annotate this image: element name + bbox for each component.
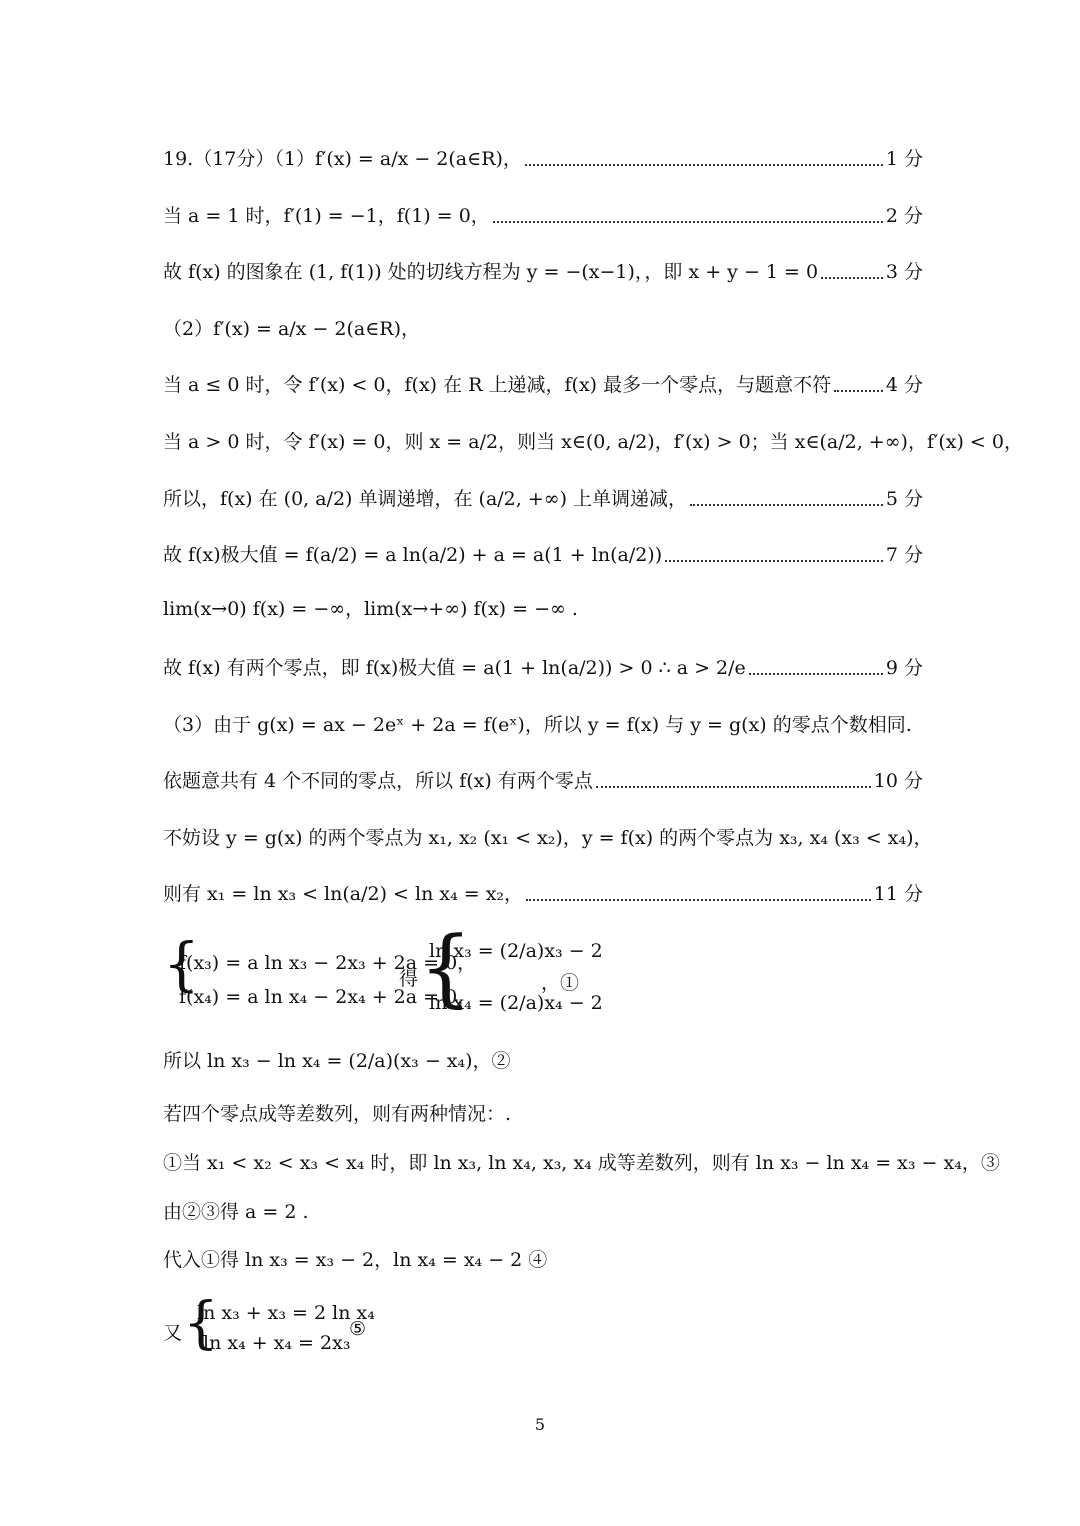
left-brace: {: [163, 930, 200, 998]
line-text: ①当 x₁ < x₂ < x₃ < x₄ 时，即 ln x₃, ln x₄, x₃, x₄ 成等差数列，则有 ln x₃ − ln x₄ = x₃ − x₄，③: [163, 1152, 1000, 1174]
solution-line-1: [163, 146, 923, 172]
leader-dots: [834, 386, 883, 392]
leader-dots: [525, 160, 883, 166]
score-label: 3 分: [885, 261, 923, 283]
line-text: 当 a > 0 时，令 f′(x) = 0，则 x = a/2，则当 x∈(0, a/2)，f′(x) > 0；当 x∈(a/2, +∞)，f′(x) < 0，: [163, 431, 1023, 453]
line-text: 故 f(x) 有两个零点，即 f(x)极大值 = a(1 + ln(a/2)) > 0 ∴ a > 2/e: [163, 657, 746, 679]
system-equation: ln x₃ = (2/a)x₃ − 2: [429, 940, 603, 962]
solution-line-17: [163, 1150, 1000, 1176]
leader-dots: [493, 217, 883, 223]
leader-dots: [690, 500, 883, 506]
system-equation: f(x₄) = a ln x₄ − 2x₄ + 2a = 0，: [179, 986, 477, 1008]
leader-dots: [665, 556, 883, 562]
leader-dots: [526, 895, 871, 901]
equation-system-1: [163, 918, 623, 1030]
line-text: 依题意共有 4 个不同的零点，所以 f(x) 有两个零点: [163, 770, 593, 792]
solution-line-8: [163, 542, 923, 568]
left-brace: {: [183, 1291, 219, 1356]
score-label: 1 分: [885, 148, 923, 170]
solution-line-2: [163, 203, 923, 229]
leader-dots: [749, 669, 883, 675]
leader-dots: [596, 782, 871, 788]
line-text: 故 f(x) 的图象在 (1, f(1)) 处的切线方程为 y = −(x−1)，，即 x + y − 1 = 0: [163, 261, 819, 283]
solution-line-19: [163, 1247, 923, 1273]
system-prefix: 又: [163, 1322, 183, 1344]
solution-line-14: [163, 881, 923, 907]
system-connector: 得: [399, 968, 419, 990]
solution-line-4: [163, 316, 923, 342]
equation-tag: ，①: [541, 972, 580, 994]
solution-line-15: [163, 1048, 923, 1074]
system-equation: ln x₄ + x₄ = 2x₃: [203, 1332, 351, 1354]
score-label: 10 分: [873, 770, 923, 792]
score-label: 5 分: [885, 488, 923, 510]
line-text: 19.（17分）（1）f′(x) = a/x − 2(a∈R)，: [163, 148, 522, 170]
solution-line-16: [163, 1101, 923, 1127]
line-text: 当 a = 1 时，f′(1) = −1，f(1) = 0，: [163, 205, 490, 227]
line-text: 不妨设 y = g(x) 的两个零点为 x₁, x₂ (x₁ < x₂)，y = f(x) 的两个零点为 x₃, x₄ (x₃ < x₄)，: [163, 827, 933, 849]
line-text: lim(x→0) f(x) = −∞，lim(x→+∞) f(x) = −∞ .: [163, 598, 578, 620]
solution-line-11: [163, 712, 923, 738]
solution-line-6: [163, 429, 1023, 455]
system-equation: ln x₄ = (2/a)x₄ − 2: [429, 992, 603, 1014]
left-brace: {: [419, 918, 473, 1016]
solution-line-5: [163, 372, 923, 398]
line-text: 所以 ln x₃ − ln x₄ = (2/a)(x₃ − x₄)，②: [163, 1050, 511, 1072]
solution-line-13: [163, 825, 933, 851]
score-label: 4 分: [885, 374, 923, 396]
page-number: 5: [534, 1415, 546, 1434]
line-text: 代入①得 ln x₃ = x₃ − 2，ln x₄ = x₄ − 2 ④: [163, 1249, 548, 1271]
solution-line-12: [163, 768, 923, 794]
solution-line-3: [163, 259, 923, 285]
solution-line-10: [163, 655, 923, 681]
line-text: （2）f′(x) = a/x − 2(a∈R)，: [163, 318, 421, 340]
line-text: 由②③得 a = 2 .: [163, 1201, 309, 1223]
solution-line-7: [163, 486, 923, 512]
score-label: 11 分: [873, 883, 923, 905]
score-label: 7 分: [885, 544, 923, 566]
leader-dots: [821, 273, 883, 279]
score-label: 9 分: [885, 657, 923, 679]
line-text: 则有 x₁ = ln x₃ < ln(a/2) < ln x₄ = x₂，: [163, 883, 524, 905]
line-text: 当 a ≤ 0 时，令 f′(x) < 0，f(x) 在 R 上递减，f(x) 最多一个零点，与题意不符: [163, 374, 832, 396]
line-text: 故 f(x)极大值 = f(a/2) = a ln(a/2) + a = a(1 + ln(a/2)): [163, 544, 663, 566]
solution-line-18: [163, 1199, 923, 1225]
equation-system-2: [163, 1291, 423, 1362]
equation-tag: ⑤: [349, 1318, 367, 1340]
line-text: （3）由于 g(x) = ax − 2eˣ + 2a = f(eˣ)，所以 y = f(x) 与 y = g(x) 的零点个数相同.: [163, 714, 912, 736]
line-text: 所以，f(x) 在 (0, a/2) 单调递增，在 (a/2, +∞) 上单调递减，: [163, 488, 688, 510]
solution-line-9: [163, 596, 923, 622]
line-text: 若四个零点成等差数列，则有两种情况：.: [163, 1103, 512, 1125]
system-equation: f(x₃) = a ln x₃ − 2x₃ + 2a = 0，: [179, 952, 477, 974]
system-equation: ln x₃ + x₃ = 2 ln x₄: [197, 1302, 375, 1324]
score-label: 2 分: [885, 205, 923, 227]
